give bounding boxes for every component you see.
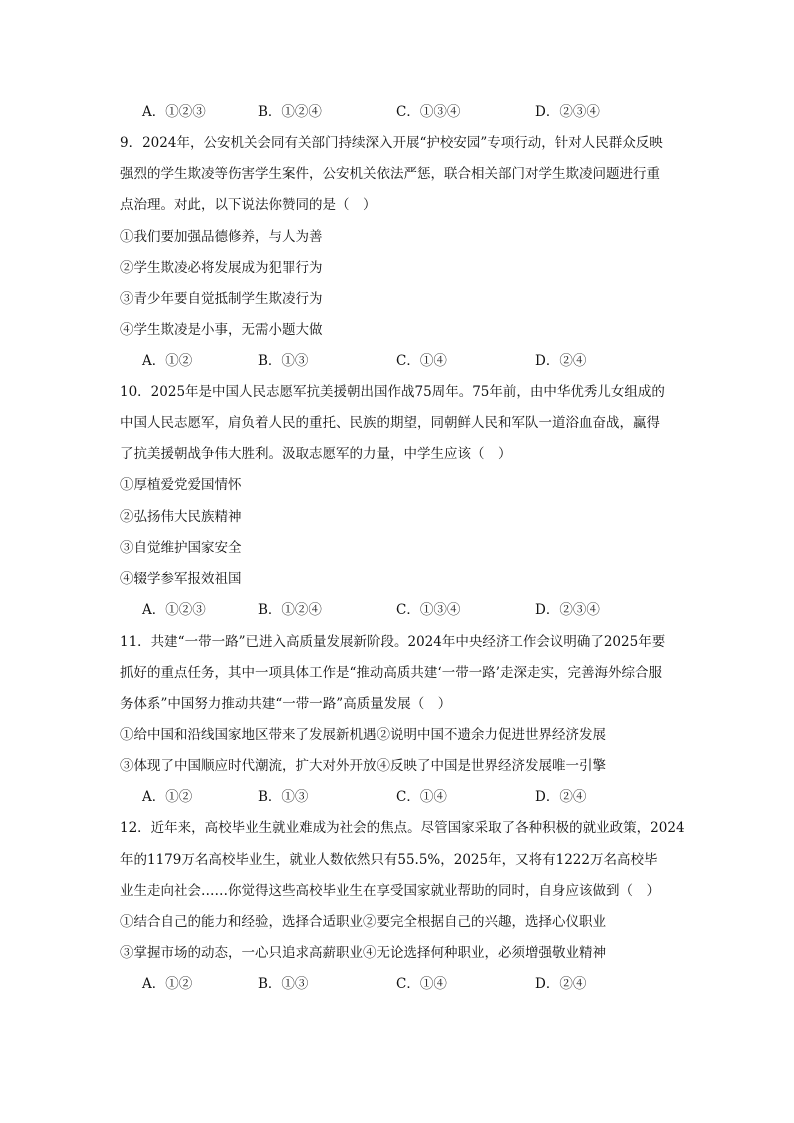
q12-stem-line-2: 年的1179万名高校毕业生，就业人数依然只有55.5%，2025年，又将有1222万名高校毕 xyxy=(120,852,658,868)
q10-statement-1: ①厚植爱党爱国情怀 xyxy=(120,477,242,493)
q9-statement-4: ④学生欺凌是小事，无需小题大做 xyxy=(120,322,323,338)
q9-option-c[interactable]: C．①④ xyxy=(396,353,447,369)
q10-statement-3: ③自觉维护国家安全 xyxy=(120,540,242,556)
q11-option-c[interactable]: C．①④ xyxy=(396,789,447,805)
q10-options xyxy=(142,600,662,620)
q11-option-a[interactable]: A．①② xyxy=(142,789,193,805)
q11-stem-line-3: 务体系”中国努力推动共建“一带一路”高质量发展（ ） xyxy=(120,696,452,712)
q10-option-b[interactable]: B．①②④ xyxy=(258,602,322,618)
q12-option-d[interactable]: D．②④ xyxy=(535,976,587,992)
q11-options xyxy=(142,787,662,807)
q10-option-c[interactable]: C．①③④ xyxy=(396,602,461,618)
q9-option-b[interactable]: B．①③ xyxy=(258,353,309,369)
q9-statement-2: ②学生欺凌必将发展成为犯罪行为 xyxy=(120,260,323,276)
q8-options xyxy=(142,102,662,122)
q9-statement-1: ①我们要加强品德修养，与人为善 xyxy=(120,229,323,245)
q12-option-a[interactable]: A．①② xyxy=(142,976,193,992)
q9-stem-line-3: 点治理。对此，以下说法你赞同的是（ ） xyxy=(120,197,377,213)
q10-statement-2: ②弘扬伟大民族精神 xyxy=(120,509,242,525)
q11-option-b[interactable]: B．①③ xyxy=(258,789,309,805)
q11-option-d[interactable]: D．②④ xyxy=(535,789,587,805)
q8-option-a[interactable]: A．①②③ xyxy=(142,104,206,120)
q10-stem-line-1: 10．2025年是中国人民志愿军抗美援朝出国作战75周年。75年前，由中华优秀儿女组成的 xyxy=(120,384,665,400)
q9-option-d[interactable]: D．②④ xyxy=(535,353,587,369)
q8-option-c[interactable]: C．①③④ xyxy=(396,104,461,120)
q10-stem-line-3: 了抗美援朝战争伟大胜利。汲取志愿军的力量，中学生应该（ ） xyxy=(120,446,512,462)
q11-statement-line-1: ①给中国和沿线国家地区带来了发展新机遇②说明中国不遗余力促进世界经济发展 xyxy=(120,727,606,743)
q12-stem-line-3: 业生走向社会……你觉得这些高校毕业生在享受国家就业帮助的同时，自身应该做到（ ） xyxy=(120,883,660,899)
q11-statement-line-2: ③体现了中国顺应时代潮流，扩大对外开放④反映了中国是世界经济发展唯一引擎 xyxy=(120,758,606,774)
q10-stem-line-2: 中国人民志愿军，肩负着人民的重托、民族的期望，同朝鲜人民和军队一道浴血奋战，赢得 xyxy=(120,415,660,431)
q9-stem-line-1: 9．2024年，公安机关会同有关部门持续深入开展“护校安园”专项行动，针对人民群众反映 xyxy=(120,135,663,151)
q12-option-b[interactable]: B．①③ xyxy=(258,976,309,992)
q10-statement-4: ④辍学参军报效祖国 xyxy=(120,571,242,587)
q12-statement-line-2: ③掌握市场的动态，一心只追求高薪职业④无论选择何种职业，必须增强敬业精神 xyxy=(120,945,606,961)
q10-option-a[interactable]: A．①②③ xyxy=(142,602,206,618)
q8-option-d[interactable]: D．②③④ xyxy=(535,104,600,120)
q12-options xyxy=(142,974,662,994)
q8-option-b[interactable]: B．①②④ xyxy=(258,104,322,120)
q10-option-d[interactable]: D．②③④ xyxy=(535,602,600,618)
q12-statement-line-1: ①结合自己的能力和经验，选择合适职业②要完全根据自己的兴趣，选择心仪职业 xyxy=(120,914,606,930)
q11-stem-line-2: 抓好的重点任务，其中一项具体工作是“推动高质共建‘一带一路’走深走实，完善海外综合服 xyxy=(120,665,662,681)
q11-stem-line-1: 11．共建“一带一路”已进入高质量发展新阶段。2024年中央经济工作会议明确了2025年要 xyxy=(120,634,666,650)
q9-stem-line-2: 强烈的学生欺凌等伤害学生案件，公安机关依法严惩，联合相关部门对学生欺凌问题进行重 xyxy=(120,166,660,182)
q9-option-a[interactable]: A．①② xyxy=(142,353,193,369)
q9-options xyxy=(142,351,662,371)
q9-statement-3: ③青少年要自觉抵制学生欺凌行为 xyxy=(120,291,323,307)
q12-stem-line-1: 12．近年来，高校毕业生就业难成为社会的焦点。尽管国家采取了各种积极的就业政策，2024 xyxy=(120,820,685,836)
q12-option-c[interactable]: C．①④ xyxy=(396,976,447,992)
